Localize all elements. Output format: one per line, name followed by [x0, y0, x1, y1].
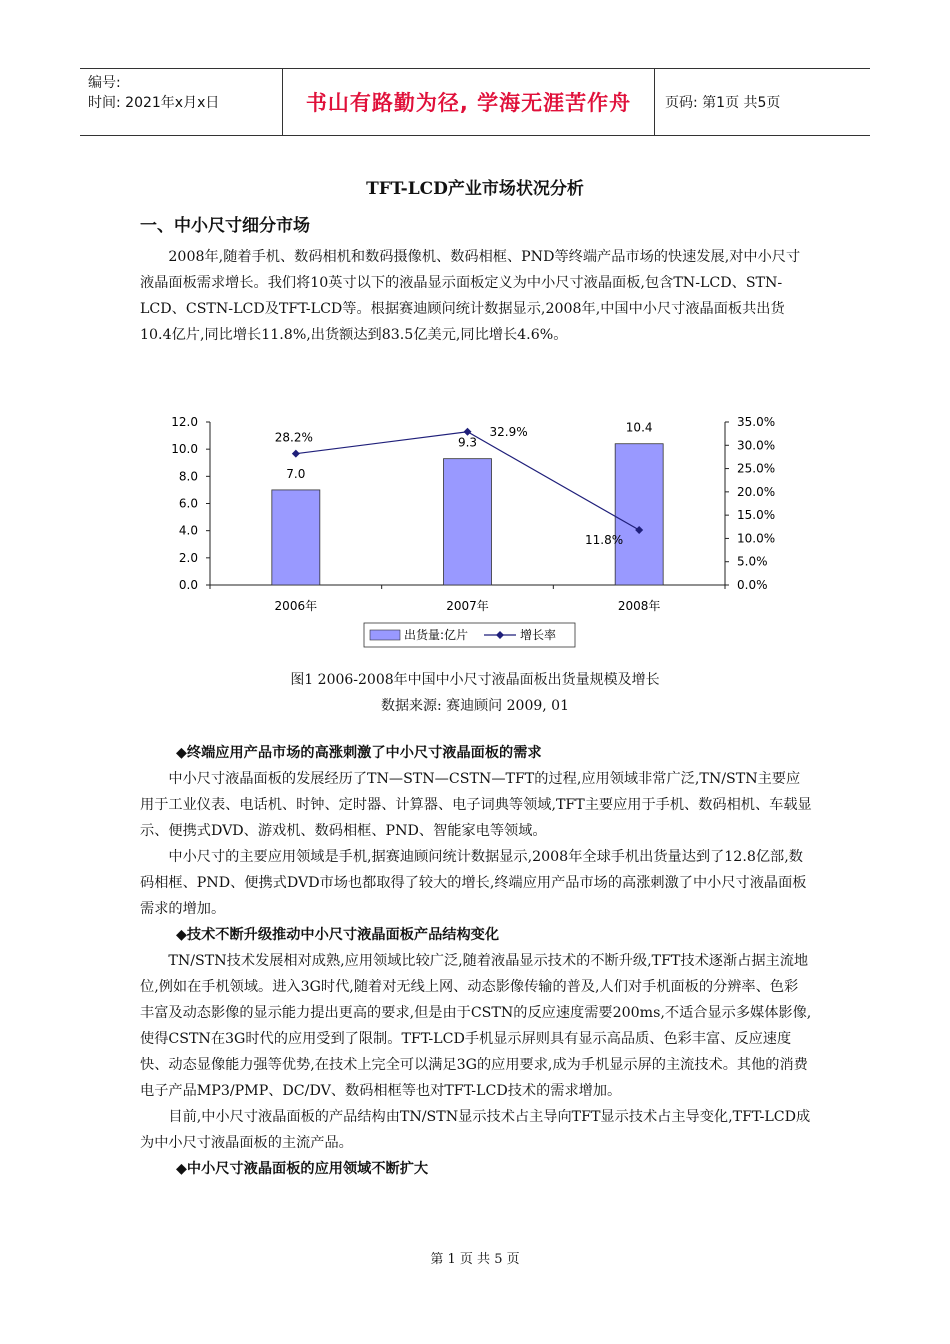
subheading-technology: ◆技术不断升级推动中小尺寸液晶面板产品结构变化 [176, 927, 500, 943]
section-title: 一、中小尺寸细分市场 [140, 216, 310, 236]
intro-paragraph: 2008年,随着手机、数码相机和数码摄像机、数码相框、PND等终端产品市场的快速发展,对中小尺寸液晶面板需求增长。我们将10英寸以下的液晶显示面板定义为中小尺寸液晶面板,包含TN-LCD、STN-LCD、CSTN-LCD及TFT-LCD等。根据赛迪顾问统计数据显示,2008年,中国中小尺寸液晶面板共出货10.4亿片,同比增长11.8%,出货额达到83.5亿美元,同比增长4.6%。 [140, 249, 801, 343]
bar-data-label: 9.3 [457, 435, 478, 450]
figure-caption: 图1 2006-2008年中国中小尺寸液晶面板出货量规模及增长 [290, 672, 660, 688]
header-left [80, 69, 282, 135]
x-tick-label: 2007年 [446, 599, 489, 613]
technology-paragraph-2: 目前,中小尺寸液晶面板的产品结构由TN/STN显示技术占主导向TFT显示技术占主导变化,TFT-LCD成为中小尺寸液晶面板的主流产品。 [140, 1109, 811, 1151]
right-tick-label: 15.0% [737, 508, 776, 523]
left-tick-label: 4.0 [178, 523, 198, 538]
left-tick-label: 10.0 [171, 442, 198, 457]
legend-label-growth: 增长率 [520, 628, 557, 642]
left-tick-label: 6.0 [178, 496, 198, 511]
line-data-label: 28.2% [274, 430, 313, 445]
right-tick-label: 0.0% [737, 578, 768, 592]
right-tick-label: 25.0% [737, 461, 776, 476]
technology-paragraph-1: TN/STN技术发展相对成熟,应用领域比较广泛,随着液晶显示技术的不断升级,TFT技术逐渐占据主流地位,例如在手机领域。进入3G时代,随着对无线上网、动态影像传输的普及,人们对手机面板的分辨率、色彩丰富及动态影像的显示能力提出更高的要求,但是由于CSTN的反应速度需要200ms,不适合显示多媒体影像,使得CSTN在3G时代的应用受到了限制。TFT-LCD手机显示屏则具有显示高品质、色彩丰富、反应速度快、动态显像能力强等优势,在技术上完全可以满足3G的应用要求,成为手机显示屏的主流技术。其他的消费电子产品MP3/PMP、DC/DV、数码相框等也对TFT-LCD技术的需求增加。 [140, 953, 812, 1099]
page-footer: 第 1 页 共 5 页 [430, 1252, 520, 1267]
right-tick-label: 35.0% [737, 415, 776, 429]
right-tick-label: 20.0% [737, 484, 776, 499]
right-tick-label: 30.0% [737, 438, 776, 453]
number-label: 编号: [88, 75, 121, 91]
left-tick-label: 12.0 [171, 415, 198, 429]
subheading-demand: ◆终端应用产品市场的高涨刺激了中小尺寸液晶面板的需求 [176, 745, 542, 761]
growth-rate-point [464, 428, 472, 436]
left-tick-label: 0.0 [178, 578, 198, 592]
left-tick-label: 2.0 [178, 550, 198, 565]
legend-label-shipment: 出货量:亿片 [404, 628, 469, 642]
header-page-info: 页码: 第1页 共5页 [665, 95, 781, 111]
left-tick-label: 8.0 [178, 469, 198, 484]
legend-swatch-shipment [370, 630, 400, 640]
x-tick-label: 2006年 [274, 599, 318, 613]
right-tick-label: 10.0% [737, 531, 776, 546]
section-body [140, 740, 812, 1182]
header-motto: 书山有路勤为径, 学海无涯苦作舟 [282, 69, 655, 135]
shipment-chart [140, 395, 820, 657]
bar-shipment [615, 444, 663, 585]
intro-paragraph-block [140, 244, 812, 348]
bar-shipment [444, 459, 492, 585]
bar-data-label: 10.4 [625, 420, 653, 435]
right-tick-label: 5.0% [737, 554, 768, 569]
growth-rate-point [292, 450, 300, 458]
subheading-application: ◆中小尺寸液晶面板的应用领域不断扩大 [176, 1161, 429, 1177]
page-header [80, 68, 870, 136]
bar-shipment [272, 490, 320, 585]
bar-data-label: 7.0 [286, 466, 306, 481]
x-tick-label: 2008年 [617, 599, 661, 613]
demand-paragraph-1: 中小尺寸液晶面板的发展经历了TN—STN—CSTN—TFT的过程,应用领域非常广泛,TN/STN主要应用于工业仪表、电话机、时钟、定时器、计算器、电子词典等领域,TFT主要应用于手机、数码相机、车载显示、便携式DVD、游戏机、数码相框、PND、智能家电等领域。 [140, 771, 812, 839]
date-label: 时间: 2021年x月x日 [88, 95, 220, 111]
document-title: TFT-LCD产业市场状况分析 [366, 179, 584, 199]
figure-source: 数据来源: 赛迪顾问 2009, 01 [381, 698, 569, 714]
line-data-label: 32.9% [489, 424, 528, 439]
demand-paragraph-2: 中小尺寸的主要应用领域是手机,据赛迪顾问统计数据显示,2008年全球手机出货量达到了12.8亿部,数码相框、PND、便携式DVD市场也都取得了较大的增长,终端应用产品市场的高涨刺激了中小尺寸液晶面板需求的增加。 [140, 849, 807, 917]
line-data-label: 11.8% [585, 533, 624, 548]
